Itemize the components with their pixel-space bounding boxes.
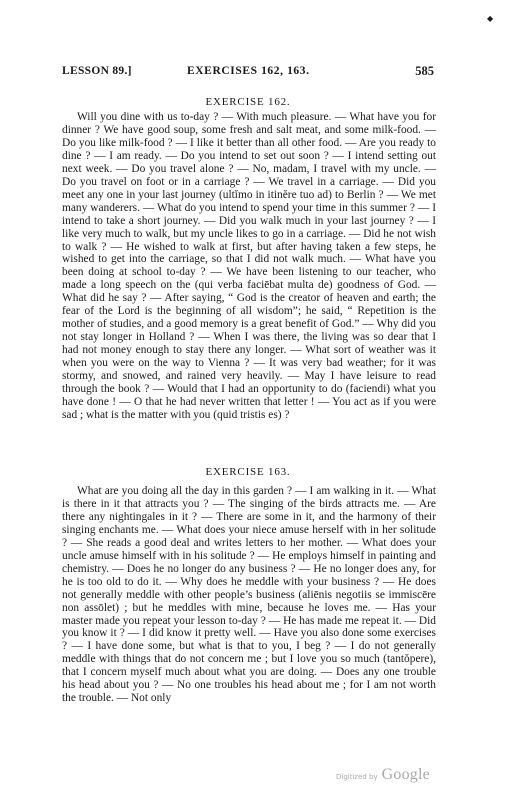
watermark-brand: Google — [381, 766, 430, 783]
running-header — [62, 64, 434, 78]
exercise-162-title: EXERCISE 162. — [205, 96, 291, 108]
exercise-163-title: EXERCISE 163. — [205, 466, 291, 478]
digitized-watermark — [336, 766, 430, 784]
exercise-162-text: Will you dine with us to-day ? — With much pleasure. — What have you for dinner ? We have good soup, some fresh and salt meat, and some milk-food. — Do you like milk-food ? — I like it better than all other food. — Are you ready to dine ? — I am ready. — Do you intend to set out soon ? — I intend setting out next week. — Do you travel alone ? — No, madam, I travel with my uncle. — Do you travel on foot or in a carriage ? — We travel in a carriage. — Did you meet any one in your last journey (ultĭmo in itinĕre tuo ad) to Berlin ? — We met many wanderers. — What do you intend to spend your time in this summer ? — I intend to take a short journey. — Did you walk much in your last journey ? — I like very much to walk, but my uncle likes to go in a carriage. — Did he not wish to walk ? — He wished to walk at first, but after having taken a few steps, he wished to get into the carriage, so that I did not walk much. — What have you been doing at school to-day ? — We have been listening to our teacher, who made a long speech on the (qui verba faciēbat multa de) goodness of God. — What did he say ? — After saying, “ God is the creator of heaven and earth; the fear of the Lord is the beginning of all wisdom”; he said, “ Repetition is the mother of studies, and a good memory is a great benefit of God.” — Why did you not stay longer in Holland ? — When I was there, the living was so dear that I had not money enough to stay there any longer. — What sort of weather was it when you were on the way to Vienna ? — It was very bad weather; for it was stormy, and snowed, and rained very heavily. — May I have leisure to read through the book ? — Would that I had an opportunity to do (faciendi) what you have done ! — O that he had never written that letter ! — You act as if you were sad ; what is the matter with you (quid tristis es) ? — [62, 111, 436, 421]
exercise-162-body — [62, 111, 436, 422]
watermark-prefix: Digitized by — [336, 773, 378, 781]
header-exercises: EXERCISES 162, 163. — [187, 65, 310, 77]
page-mark-dot: ◆ — [487, 14, 494, 23]
header-lesson: LESSON 89.] — [62, 65, 132, 77]
page-number: 585 — [415, 64, 434, 78]
exercise-163-body — [62, 485, 436, 705]
exercise-163-text: What are you doing all the day in this garden ? — I am walking in it. — What is there in it that attracts you ? — The singing of the birds attracts me. — Are there any nightingales in it ? — There are some in it, and the harmony of their singing enchants me. — What does your niece amuse herself with in her solitude ? — She reads a good deal and writes letters to her mother. — What does your uncle amuse himself with in his solitude ? — He employs himself in painting and chemistry. — Does he no longer do any business ? — He no longer does any, for he is too old to do it. — Why does he meddle with your business ? — He does not generally meddle with other people’s business (aliēnis negotiis se immiscēre non assōlet) ; but he meddles with mine, because he loves me. — Has your master made you repeat your lesson to-day ? — He has made me repeat it. — Did you know it ? — I did know it pretty well. — Have you also done some exercises ? — I have done some, but what is that to you, I beg ? — I do not generally meddle with things that do not concern me ; but I love you so much (tantŏpere), that I concern myself much about what you are doing. — Does any one trouble his head about you ? — No one troubles his head about me ; for I am not worth the trouble. — Not only — [62, 485, 436, 705]
